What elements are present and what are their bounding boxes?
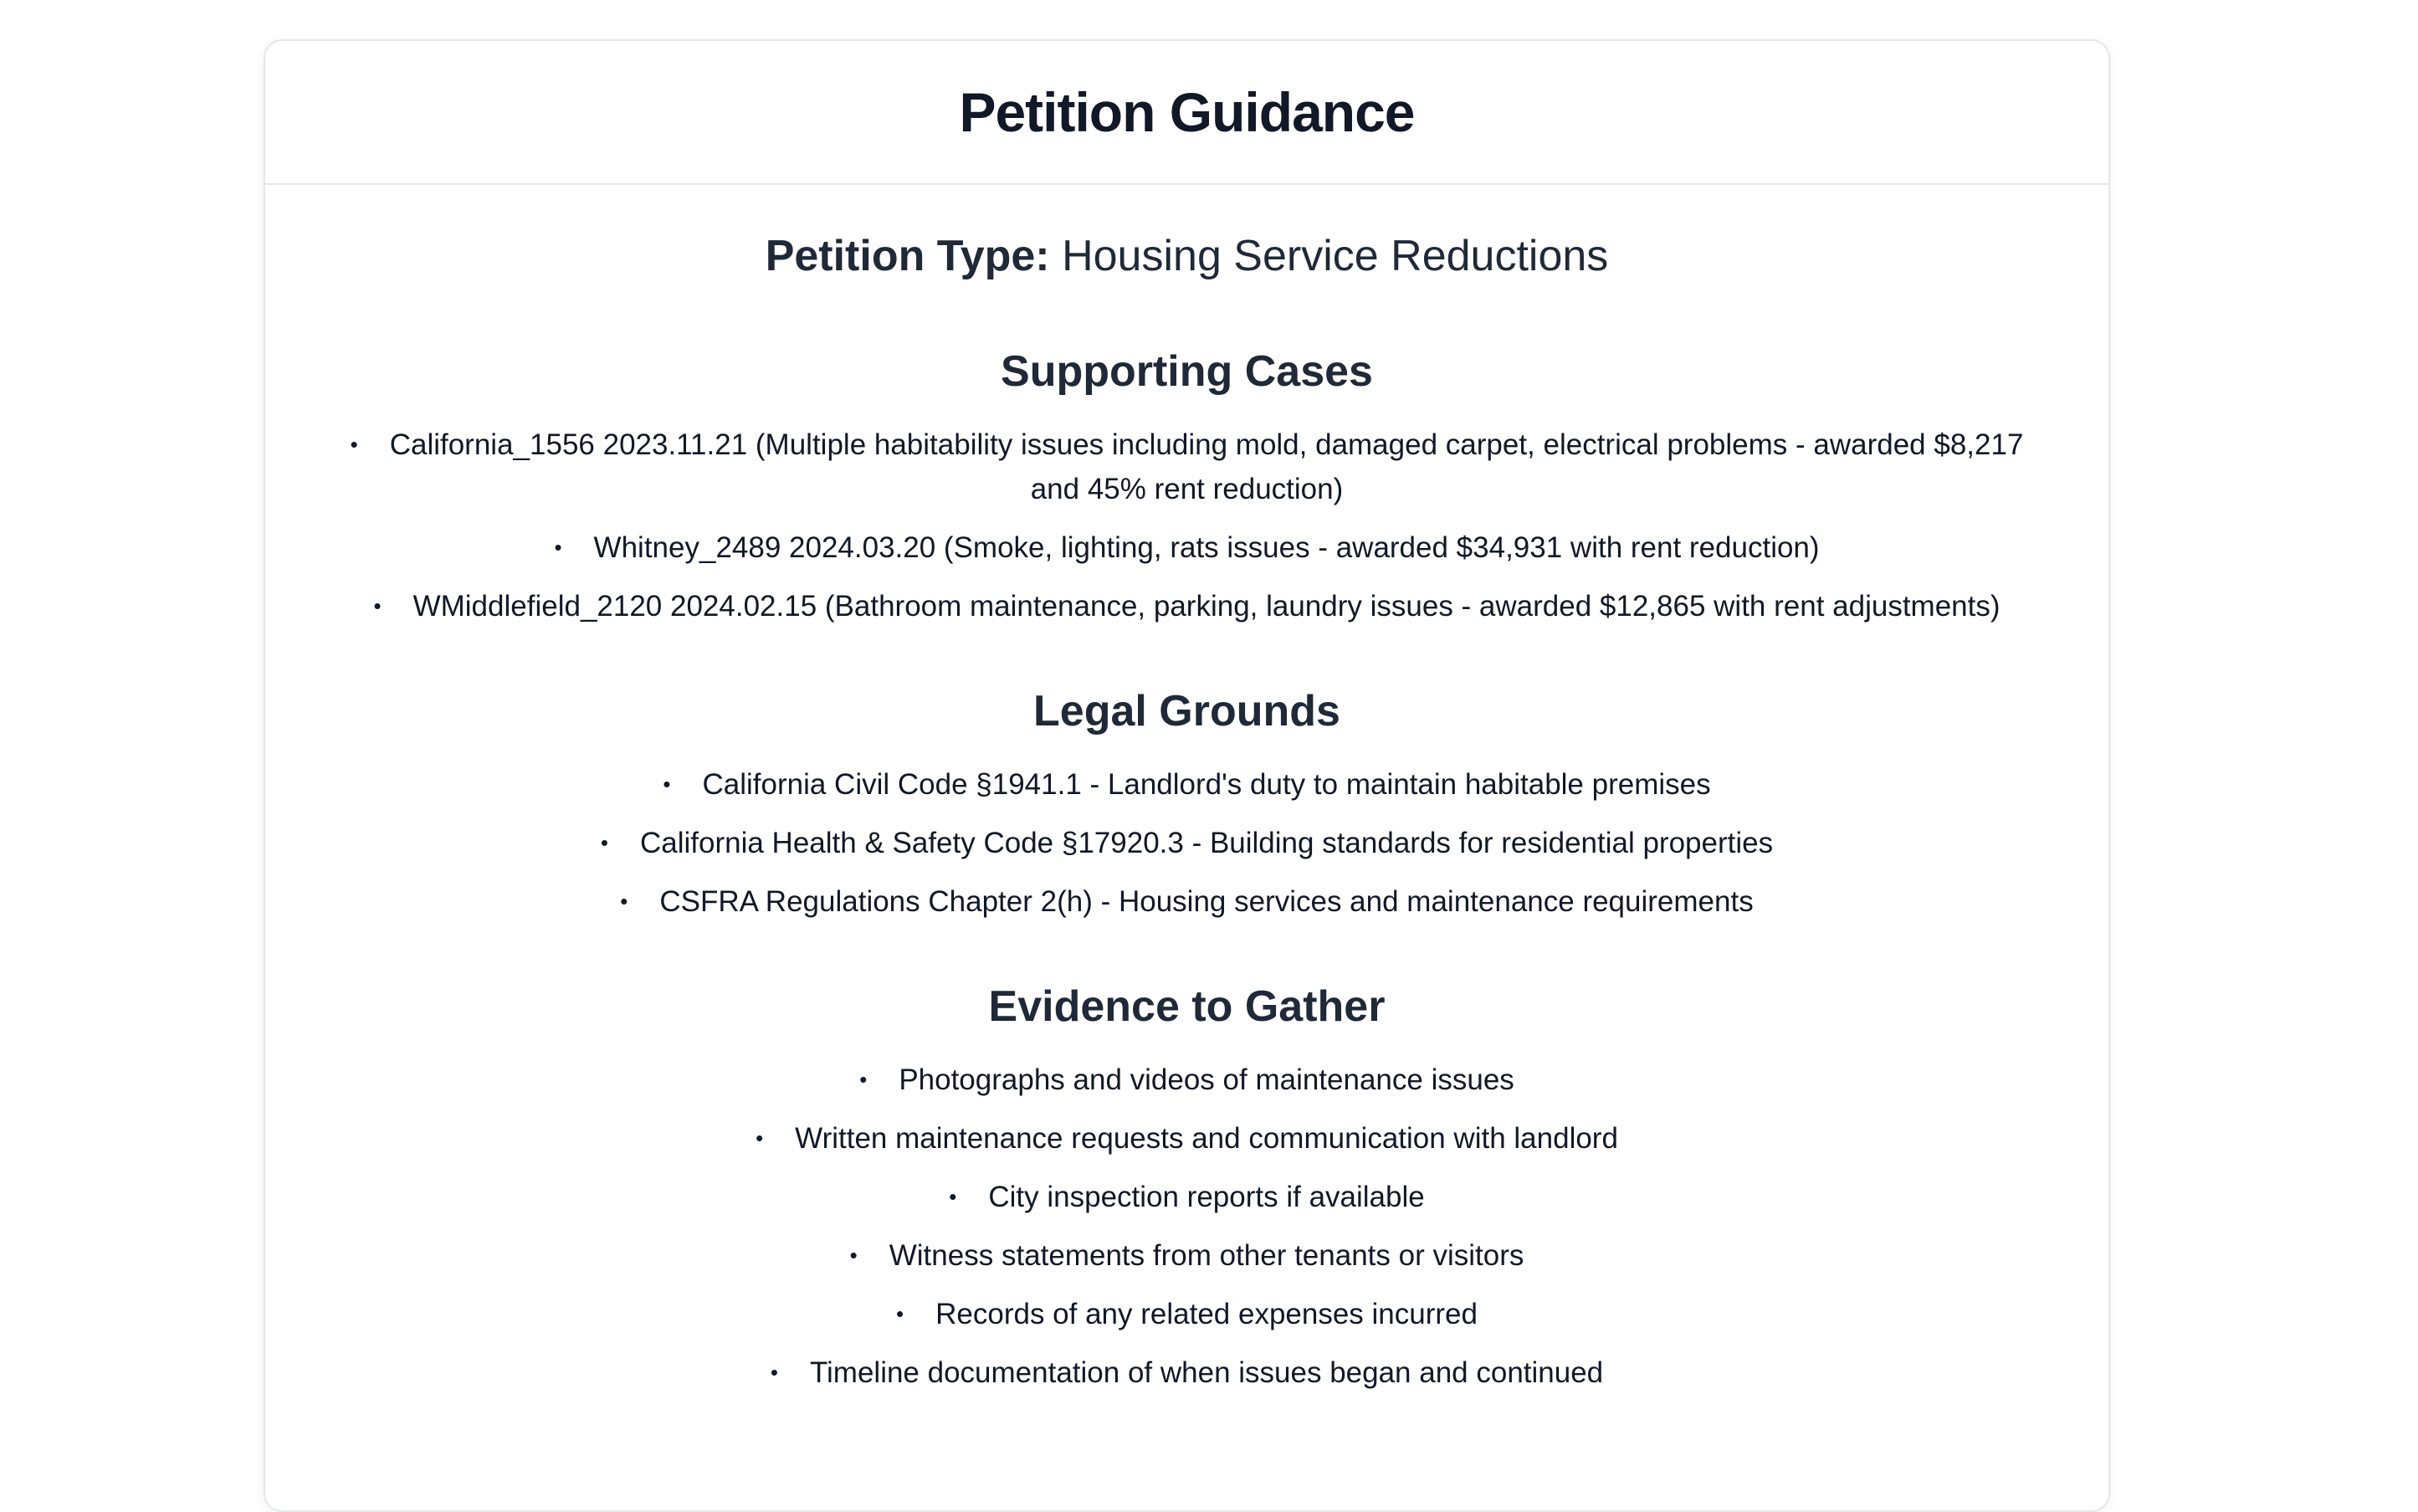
bullet-icon: • — [663, 771, 671, 797]
legal-grounds-list — [315, 762, 2058, 924]
evidence-text: Written maintenance requests and communication with landlord — [795, 1122, 1618, 1155]
list-item — [315, 762, 2058, 807]
list-item — [315, 1058, 2058, 1102]
evidence-text: Records of any related expenses incurred — [935, 1298, 1478, 1330]
case-text: WMiddlefield_2120 2024.02.15 (Bathroom maintenance, parking, laundry issues - awarded $12,865 with rent adjustments) — [412, 590, 2000, 623]
list-item — [315, 879, 2058, 924]
card-body — [265, 227, 2108, 1395]
case-text: Whitney_2489 2024.03.20 (Smoke, lighting, rats issues - awarded $34,931 with rent reduction) — [593, 531, 1820, 564]
list-item — [315, 584, 2058, 628]
bullet-icon: • — [896, 1301, 904, 1326]
bullet-icon: • — [859, 1067, 868, 1092]
bullet-icon: • — [620, 889, 628, 914]
page-title: Petition Guidance — [959, 81, 1415, 143]
bullet-icon: • — [554, 535, 562, 560]
petition-type-label: Petition Type: — [765, 232, 1050, 280]
petition-type — [315, 227, 2058, 285]
bullet-icon: • — [756, 1125, 764, 1151]
bullet-icon: • — [770, 1360, 778, 1385]
guidance-card — [264, 39, 2110, 1512]
bullet-icon: • — [350, 432, 358, 457]
petition-type-value: Housing Service Reductions — [1062, 232, 1609, 280]
legal-text: CSFRA Regulations Chapter 2(h) - Housing services and maintenance requirements — [659, 885, 1754, 918]
legal-text: California Civil Code §1941.1 - Landlord's duty to maintain habitable premises — [702, 768, 1711, 801]
evidence-text: City inspection reports if available — [988, 1181, 1425, 1213]
supporting-cases-list — [315, 423, 2058, 628]
supporting-cases-heading: Supporting Cases — [1001, 347, 1373, 396]
list-item — [315, 1233, 2058, 1278]
evidence-heading: Evidence to Gather — [988, 982, 1386, 1031]
evidence-text: Timeline documentation of when issues began and continued — [809, 1356, 1604, 1389]
list-item — [315, 423, 2058, 511]
bullet-icon: • — [600, 830, 608, 855]
list-item — [315, 1116, 2058, 1161]
list-item — [315, 1175, 2058, 1219]
list-item — [315, 1292, 2058, 1336]
evidence-list — [315, 1058, 2058, 1395]
evidence-text: Photographs and videos of maintenance issues — [899, 1064, 1514, 1096]
card-header — [265, 41, 2108, 185]
legal-text: California Health & Safety Code §17920.3 - Building standards for residential properties — [639, 827, 1774, 859]
bullet-icon: • — [849, 1243, 858, 1268]
legal-grounds-heading: Legal Grounds — [1033, 687, 1340, 735]
case-text: California_1556 2023.11.21 (Multiple habitability issues including mold, damaged carpet, electrical problems - awarded $8,217 and 45% rent reduction) — [389, 428, 2024, 505]
bullet-icon: • — [373, 593, 382, 618]
list-item — [315, 525, 2058, 570]
list-item — [315, 1351, 2058, 1395]
list-item — [315, 821, 2058, 865]
bullet-icon: • — [949, 1184, 957, 1209]
evidence-text: Witness statements from other tenants or visitors — [889, 1239, 1524, 1272]
